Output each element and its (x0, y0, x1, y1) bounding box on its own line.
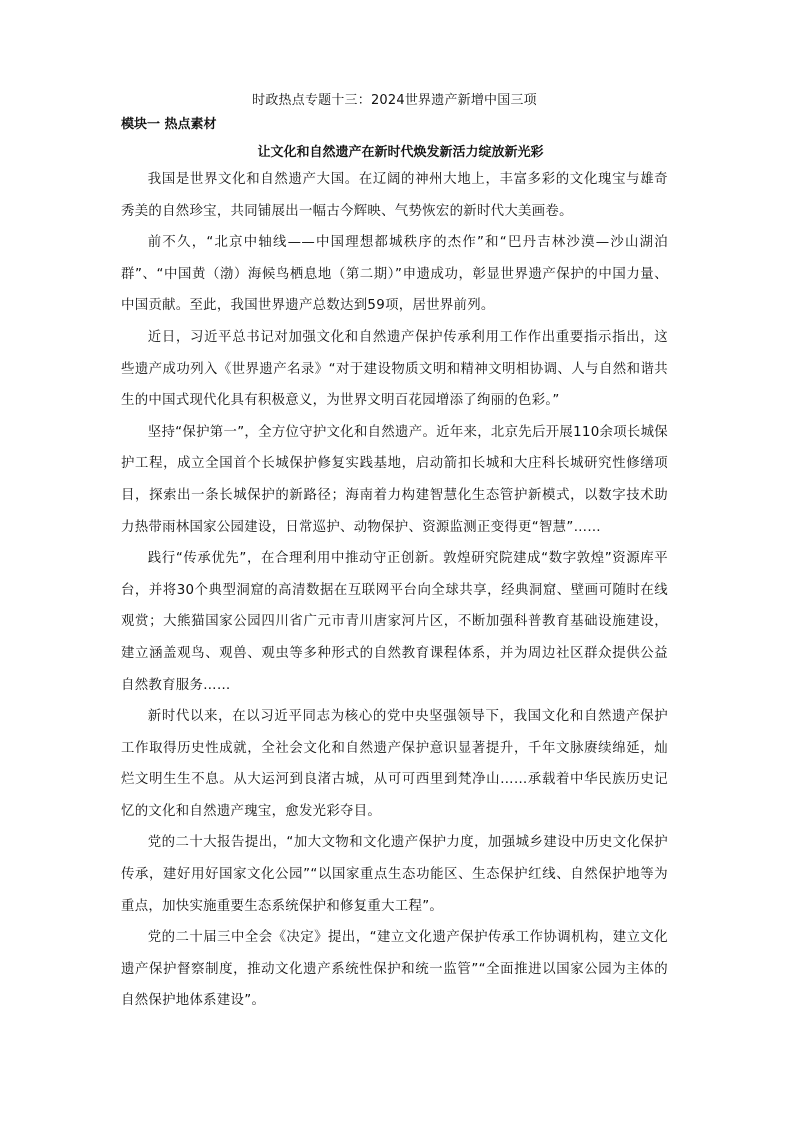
article-body (121, 164, 668, 1017)
paragraph: 践行“传承优先”，在合理利用中推动守正创新。敦煌研究院建成“数字敦煌”资源库平台，并将30个典型洞窟的高清数据在互联网平台向全球共享，经典洞窟、壁画可随时在线观赏；大熊猫国家公园四川省广元市青川唐家河片区，不断加强科普教育基础设施建设，建立涵盖观鸟、观兽、观虫等多种形式的自然教育课程体系，并为周边社区群众提供公益自然教育服务…… (121, 551, 668, 693)
paragraph: 近日，习近平总书记对加强文化和自然遗产保护传承利用工作作出重要指示指出，这些遗产成功列入《世界遗产名录》“对于建设物质文明和精神文明相协调、人与自然和谐共生的中国式现代化具有积极意义，为世界文明百花园增添了绚丽的色彩。” (121, 329, 668, 409)
paragraph: 坚持“保护第一”，全方位守护文化和自然遗产。近年来，北京先后开展110余项长城保护工程，成立全国首个长城保护修复实践基地，启动箭扣长城和大庄科长城研究性修缮项目，探索出一条长城保护的新路径；海南着力构建智慧化生态管护新模式，以数字技术助力热带雨林国家公园建设，日常巡护、动物保护、资源监测正变得更“智慧”…… (121, 424, 668, 535)
paragraph: 前不久，“北京中轴线——中国理想都城秩序的杰作”和“巴丹吉林沙漠—沙山湖泊群”、“中国黄（渤）海候鸟栖息地（第二期）”申遗成功，彰显世界遗产保护的中国力量、中国贡献。至此，我国世界遗产总数达到59项，居世界前列。 (121, 235, 668, 314)
paragraph: 党的二十大报告提出，“加大文物和文化遗产保护力度，加强城乡建设中历史文化保护传承，建好用好国家文化公园”“以国家重点生态功能区、生态保护红线、自然保护地等为重点，加快实施重要生态系统保护和修复重大工程”。 (121, 835, 668, 914)
paragraph: 党的二十届三中全会《决定》提出，“建立文化遗产保护传承工作协调机构，建立文化遗产保护督察制度，推动文化遗产系统性保护和统一监管”“全面推进以国家公园为主体的自然保护地体系建设”。 (121, 930, 668, 1009)
paragraph: 新时代以来，在以习近平同志为核心的党中央坚强领导下，我国文化和自然遗产保护工作取得历史性成就，全社会文化和自然遗产保护意识显著提升，千年文脉赓续绵延，灿烂文明生生不息。从大运河到良渚古城，从可可西里到梵净山……承载着中华民族历史记忆的文化和自然遗产瑰宝，愈发光彩夺目。 (121, 709, 668, 819)
paragraph: 我国是世界文化和自然遗产大国。在辽阔的神州大地上，丰富多彩的文化瑰宝与雄奇秀美的自然珍宝，共同铺展出一幅古今辉映、气势恢宏的新时代大美画卷。 (121, 172, 668, 219)
article-title: 让文化和自然遗产在新时代焕发新活力绽放新光彩 (257, 145, 544, 160)
document-title: 时政热点专题十三：2024世界遗产新增中国三项 (252, 93, 537, 108)
module-heading: 模块一 热点素材 (121, 117, 217, 132)
